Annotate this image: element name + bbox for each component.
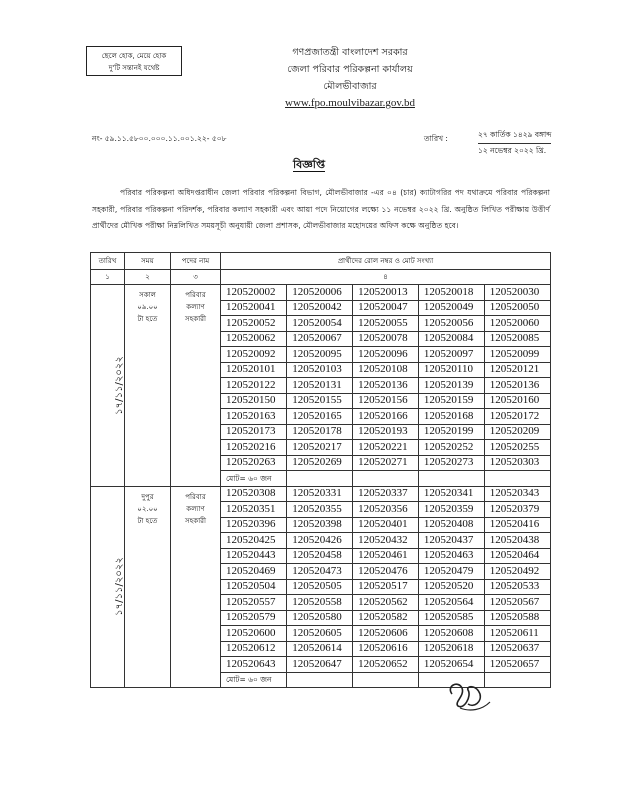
roll-row (221, 378, 550, 394)
roll-number: 120520160 (484, 393, 550, 409)
roll-number: 120520331 (287, 487, 353, 502)
session-post: পরিবার কল্যাণ সহকারী (171, 486, 221, 688)
roll-number: 120520637 (484, 641, 550, 657)
empty-cell (353, 471, 419, 486)
roll-number: 120520343 (484, 487, 550, 502)
roll-grid-cell (221, 285, 551, 487)
total-count: মোট= ৬০ জন (221, 672, 287, 687)
schedule-table (90, 252, 551, 688)
roll-number: 120520252 (418, 440, 484, 456)
roll-number: 120520055 (353, 316, 419, 332)
roll-number: 120520562 (353, 595, 419, 611)
roll-number: 120520611 (484, 626, 550, 642)
empty-cell (418, 471, 484, 486)
roll-number: 120520136 (484, 378, 550, 394)
roll-number: 120520047 (353, 300, 419, 316)
roll-number: 120520062 (221, 331, 287, 347)
roll-number: 120520103 (287, 362, 353, 378)
roll-number: 120520618 (418, 641, 484, 657)
roll-number: 120520606 (353, 626, 419, 642)
roll-number: 120520084 (418, 331, 484, 347)
roll-number: 120520605 (287, 626, 353, 642)
roll-number: 120520052 (221, 316, 287, 332)
roll-number: 120520178 (287, 424, 353, 440)
roll-number: 120520588 (484, 610, 550, 626)
roll-number: 120520355 (287, 502, 353, 518)
govt-name: গণপ্রজাতন্ত্রী বাংলাদেশ সরকার (292, 47, 408, 58)
roll-row (221, 409, 550, 425)
roll-number: 120520049 (418, 300, 484, 316)
roll-number: 120520273 (418, 455, 484, 471)
roll-number: 120520060 (484, 316, 550, 332)
table-number-row (91, 270, 551, 285)
roll-number: 120520398 (287, 517, 353, 533)
roll-row (221, 517, 550, 533)
roll-number: 120520096 (353, 347, 419, 363)
session-time: দুপুর ০২.০০ টা হতে (125, 486, 171, 688)
roll-row (221, 300, 550, 316)
roll-row (221, 487, 550, 502)
roll-number: 120520408 (418, 517, 484, 533)
roll-row (221, 533, 550, 549)
roll-row (221, 362, 550, 378)
roll-number: 120520337 (353, 487, 419, 502)
roll-number: 120520165 (287, 409, 353, 425)
roll-number: 120520479 (418, 564, 484, 580)
header-post: পদের নাম (171, 253, 221, 270)
letterhead (200, 44, 500, 112)
roll-row (221, 579, 550, 595)
roll-number: 120520269 (287, 455, 353, 471)
notice-body: পরিবার পরিকল্পনা অধিদপ্তরাধীন জেলা পরিবার পরিকল্পনা বিভাগ, মৌলভীবাজার -এর ০৪ (চার) ক্যাটাগরির পদ যথাক্রমে পরিবার পরিকল্পনা সহকারী, পরিবার পরিকল্পনা পরিদর্শক, পরিবার কল্যাণ সহকারী এবং আয়া পদে নিয়োগের লক্ষ্যে ১১ নভেম্বর ২০২২ খ্রি. অনুষ্ঠিত লিখিত পরীক্ষায় উত্তীর্ণ প্রার্থীদের মৌখিক পরীক্ষা নিম্নলিখিত সময়সূচী অনুযায়ী জেলা প্রশাসক, মৌলভীবাজার মহোদয়ের অফিস কক্ষে অনুষ্ঠিত হবে। (92, 188, 550, 230)
roll-number: 120520018 (418, 285, 484, 300)
roll-number: 120520401 (353, 517, 419, 533)
roll-number: 120520396 (221, 517, 287, 533)
roll-number: 120520217 (287, 440, 353, 456)
roll-number: 120520173 (221, 424, 287, 440)
district-name: মৌলভীবাজার (323, 81, 377, 92)
roll-row (221, 424, 550, 440)
roll-row (221, 393, 550, 409)
roll-number: 120520092 (221, 347, 287, 363)
session-row (91, 285, 551, 487)
table-header-row (91, 253, 551, 270)
roll-number: 120520356 (353, 502, 419, 518)
roll-number: 120520567 (484, 595, 550, 611)
roll-number: 120520652 (353, 657, 419, 673)
roll-number: 120520443 (221, 548, 287, 564)
roll-number: 120520110 (418, 362, 484, 378)
roll-number: 120520341 (418, 487, 484, 502)
roll-number: 120520643 (221, 657, 287, 673)
roll-number: 120520199 (418, 424, 484, 440)
session-date: ১৭/১১/২০২২ (91, 486, 125, 688)
roll-number: 120520657 (484, 657, 550, 673)
roll-number: 120520078 (353, 331, 419, 347)
roll-number: 120520067 (287, 331, 353, 347)
roll-number: 120520166 (353, 409, 419, 425)
roll-number: 120520097 (418, 347, 484, 363)
roll-number: 120520647 (287, 657, 353, 673)
roll-number: 120520101 (221, 362, 287, 378)
roll-number: 120520432 (353, 533, 419, 549)
roll-number: 120520351 (221, 502, 287, 518)
roll-number: 120520458 (287, 548, 353, 564)
roll-number: 120520108 (353, 362, 419, 378)
col-number: ৩ (171, 270, 221, 285)
col-number: ৪ (221, 270, 551, 285)
roll-row (221, 440, 550, 456)
roll-number: 120520216 (221, 440, 287, 456)
slogan-box (86, 46, 182, 76)
date-bengali: ২৭ কার্তিক ১৪২৯ বঙ্গাব্দ (478, 128, 551, 144)
roll-number: 120520463 (418, 548, 484, 564)
website-link[interactable]: www.fpo.moulvibazar.gov.bd (285, 97, 415, 109)
memo-number: নং- ৫৯.১১.৫৮০০.০০০.১১.০০১.২২- ৫০৮ (92, 134, 227, 143)
roll-number: 120520042 (287, 300, 353, 316)
roll-number: 120520156 (353, 393, 419, 409)
roll-number: 120520168 (418, 409, 484, 425)
total-count: মোট= ৬০ জন (221, 471, 287, 486)
roll-row (221, 641, 550, 657)
session-post: পরিবার কল্যাণ সহকারী (171, 285, 221, 487)
session-time: সকাল ০৯.০০ টা হতে (125, 285, 171, 487)
roll-number: 120520654 (418, 657, 484, 673)
roll-number: 120520558 (287, 595, 353, 611)
roll-number: 120520255 (484, 440, 550, 456)
notice-title: বিজ্ঞপ্তি (293, 158, 325, 171)
roll-number: 120520585 (418, 610, 484, 626)
roll-number: 120520271 (353, 455, 419, 471)
roll-number: 120520041 (221, 300, 287, 316)
roll-number: 120520163 (221, 409, 287, 425)
roll-number: 120520139 (418, 378, 484, 394)
roll-row (221, 657, 550, 673)
date-block (478, 128, 551, 158)
roll-number: 120520121 (484, 362, 550, 378)
roll-number: 120520437 (418, 533, 484, 549)
roll-number: 120520426 (287, 533, 353, 549)
roll-number: 120520438 (484, 533, 550, 549)
roll-number: 120520155 (287, 393, 353, 409)
roll-number: 120520150 (221, 393, 287, 409)
roll-number: 120520209 (484, 424, 550, 440)
roll-grid (221, 285, 550, 486)
roll-row (221, 316, 550, 332)
roll-number: 120520416 (484, 517, 550, 533)
roll-number: 120520505 (287, 579, 353, 595)
roll-grid (221, 487, 550, 688)
empty-cell (287, 471, 353, 486)
empty-cell (484, 672, 550, 687)
roll-row (221, 548, 550, 564)
roll-number: 120520136 (353, 378, 419, 394)
roll-number: 120520013 (353, 285, 419, 300)
roll-number: 120520095 (287, 347, 353, 363)
roll-number: 120520308 (221, 487, 287, 502)
roll-number: 120520263 (221, 455, 287, 471)
date-english: ১২ নভেম্বর ২০২২ খ্রি. (478, 146, 547, 155)
roll-number: 120520580 (287, 610, 353, 626)
roll-grid-cell (221, 486, 551, 688)
roll-number: 120520030 (484, 285, 550, 300)
header-date: তারিখ (91, 253, 125, 270)
slogan-line-2: দু'টি সন্তানই যথেষ্ট (108, 64, 160, 72)
roll-number: 120520608 (418, 626, 484, 642)
roll-number: 120520557 (221, 595, 287, 611)
roll-number: 120520006 (287, 285, 353, 300)
roll-number: 120520172 (484, 409, 550, 425)
total-row (221, 672, 550, 687)
roll-number: 120520359 (418, 502, 484, 518)
roll-number: 120520193 (353, 424, 419, 440)
session-row (91, 486, 551, 688)
roll-number: 120520476 (353, 564, 419, 580)
signature (438, 676, 494, 716)
roll-number: 120520056 (418, 316, 484, 332)
header-rolls: প্রার্থীদের রোল নম্বর ও মোট সংখ্যা (221, 253, 551, 270)
roll-number: 120520582 (353, 610, 419, 626)
roll-number: 120520099 (484, 347, 550, 363)
roll-row (221, 595, 550, 611)
roll-row (221, 347, 550, 363)
roll-number: 120520492 (484, 564, 550, 580)
roll-number: 120520520 (418, 579, 484, 595)
roll-number: 120520469 (221, 564, 287, 580)
roll-number: 120520533 (484, 579, 550, 595)
roll-number: 120520221 (353, 440, 419, 456)
slogan-line-1: ছেলে হোক, মেয়ে হোক (101, 52, 167, 60)
roll-number: 120520002 (221, 285, 287, 300)
roll-number: 120520614 (287, 641, 353, 657)
roll-number: 120520612 (221, 641, 287, 657)
roll-row (221, 331, 550, 347)
roll-row (221, 455, 550, 471)
empty-cell (484, 471, 550, 486)
total-row (221, 471, 550, 486)
office-name: জেলা পরিবার পরিকল্পনা কার্যালয় (287, 64, 413, 75)
col-number: ২ (125, 270, 171, 285)
roll-number: 120520461 (353, 548, 419, 564)
roll-number: 120520473 (287, 564, 353, 580)
header-time: সময় (125, 253, 171, 270)
roll-number: 120520379 (484, 502, 550, 518)
roll-number: 120520085 (484, 331, 550, 347)
roll-number: 120520054 (287, 316, 353, 332)
roll-row (221, 564, 550, 580)
empty-cell (353, 672, 419, 687)
empty-cell (287, 672, 353, 687)
roll-row (221, 285, 550, 300)
date-label: তারিখ : (424, 134, 448, 143)
roll-row (221, 626, 550, 642)
roll-number: 120520564 (418, 595, 484, 611)
roll-number: 120520131 (287, 378, 353, 394)
roll-number: 120520303 (484, 455, 550, 471)
roll-number: 120520600 (221, 626, 287, 642)
roll-number: 120520050 (484, 300, 550, 316)
col-number: ১ (91, 270, 125, 285)
roll-number: 120520616 (353, 641, 419, 657)
roll-row (221, 502, 550, 518)
session-date: ১৭/১১/২০২২ (91, 285, 125, 487)
roll-number: 120520579 (221, 610, 287, 626)
roll-number: 120520159 (418, 393, 484, 409)
roll-number: 120520517 (353, 579, 419, 595)
roll-row (221, 610, 550, 626)
roll-number: 120520425 (221, 533, 287, 549)
roll-number: 120520464 (484, 548, 550, 564)
roll-number: 120520122 (221, 378, 287, 394)
roll-number: 120520504 (221, 579, 287, 595)
